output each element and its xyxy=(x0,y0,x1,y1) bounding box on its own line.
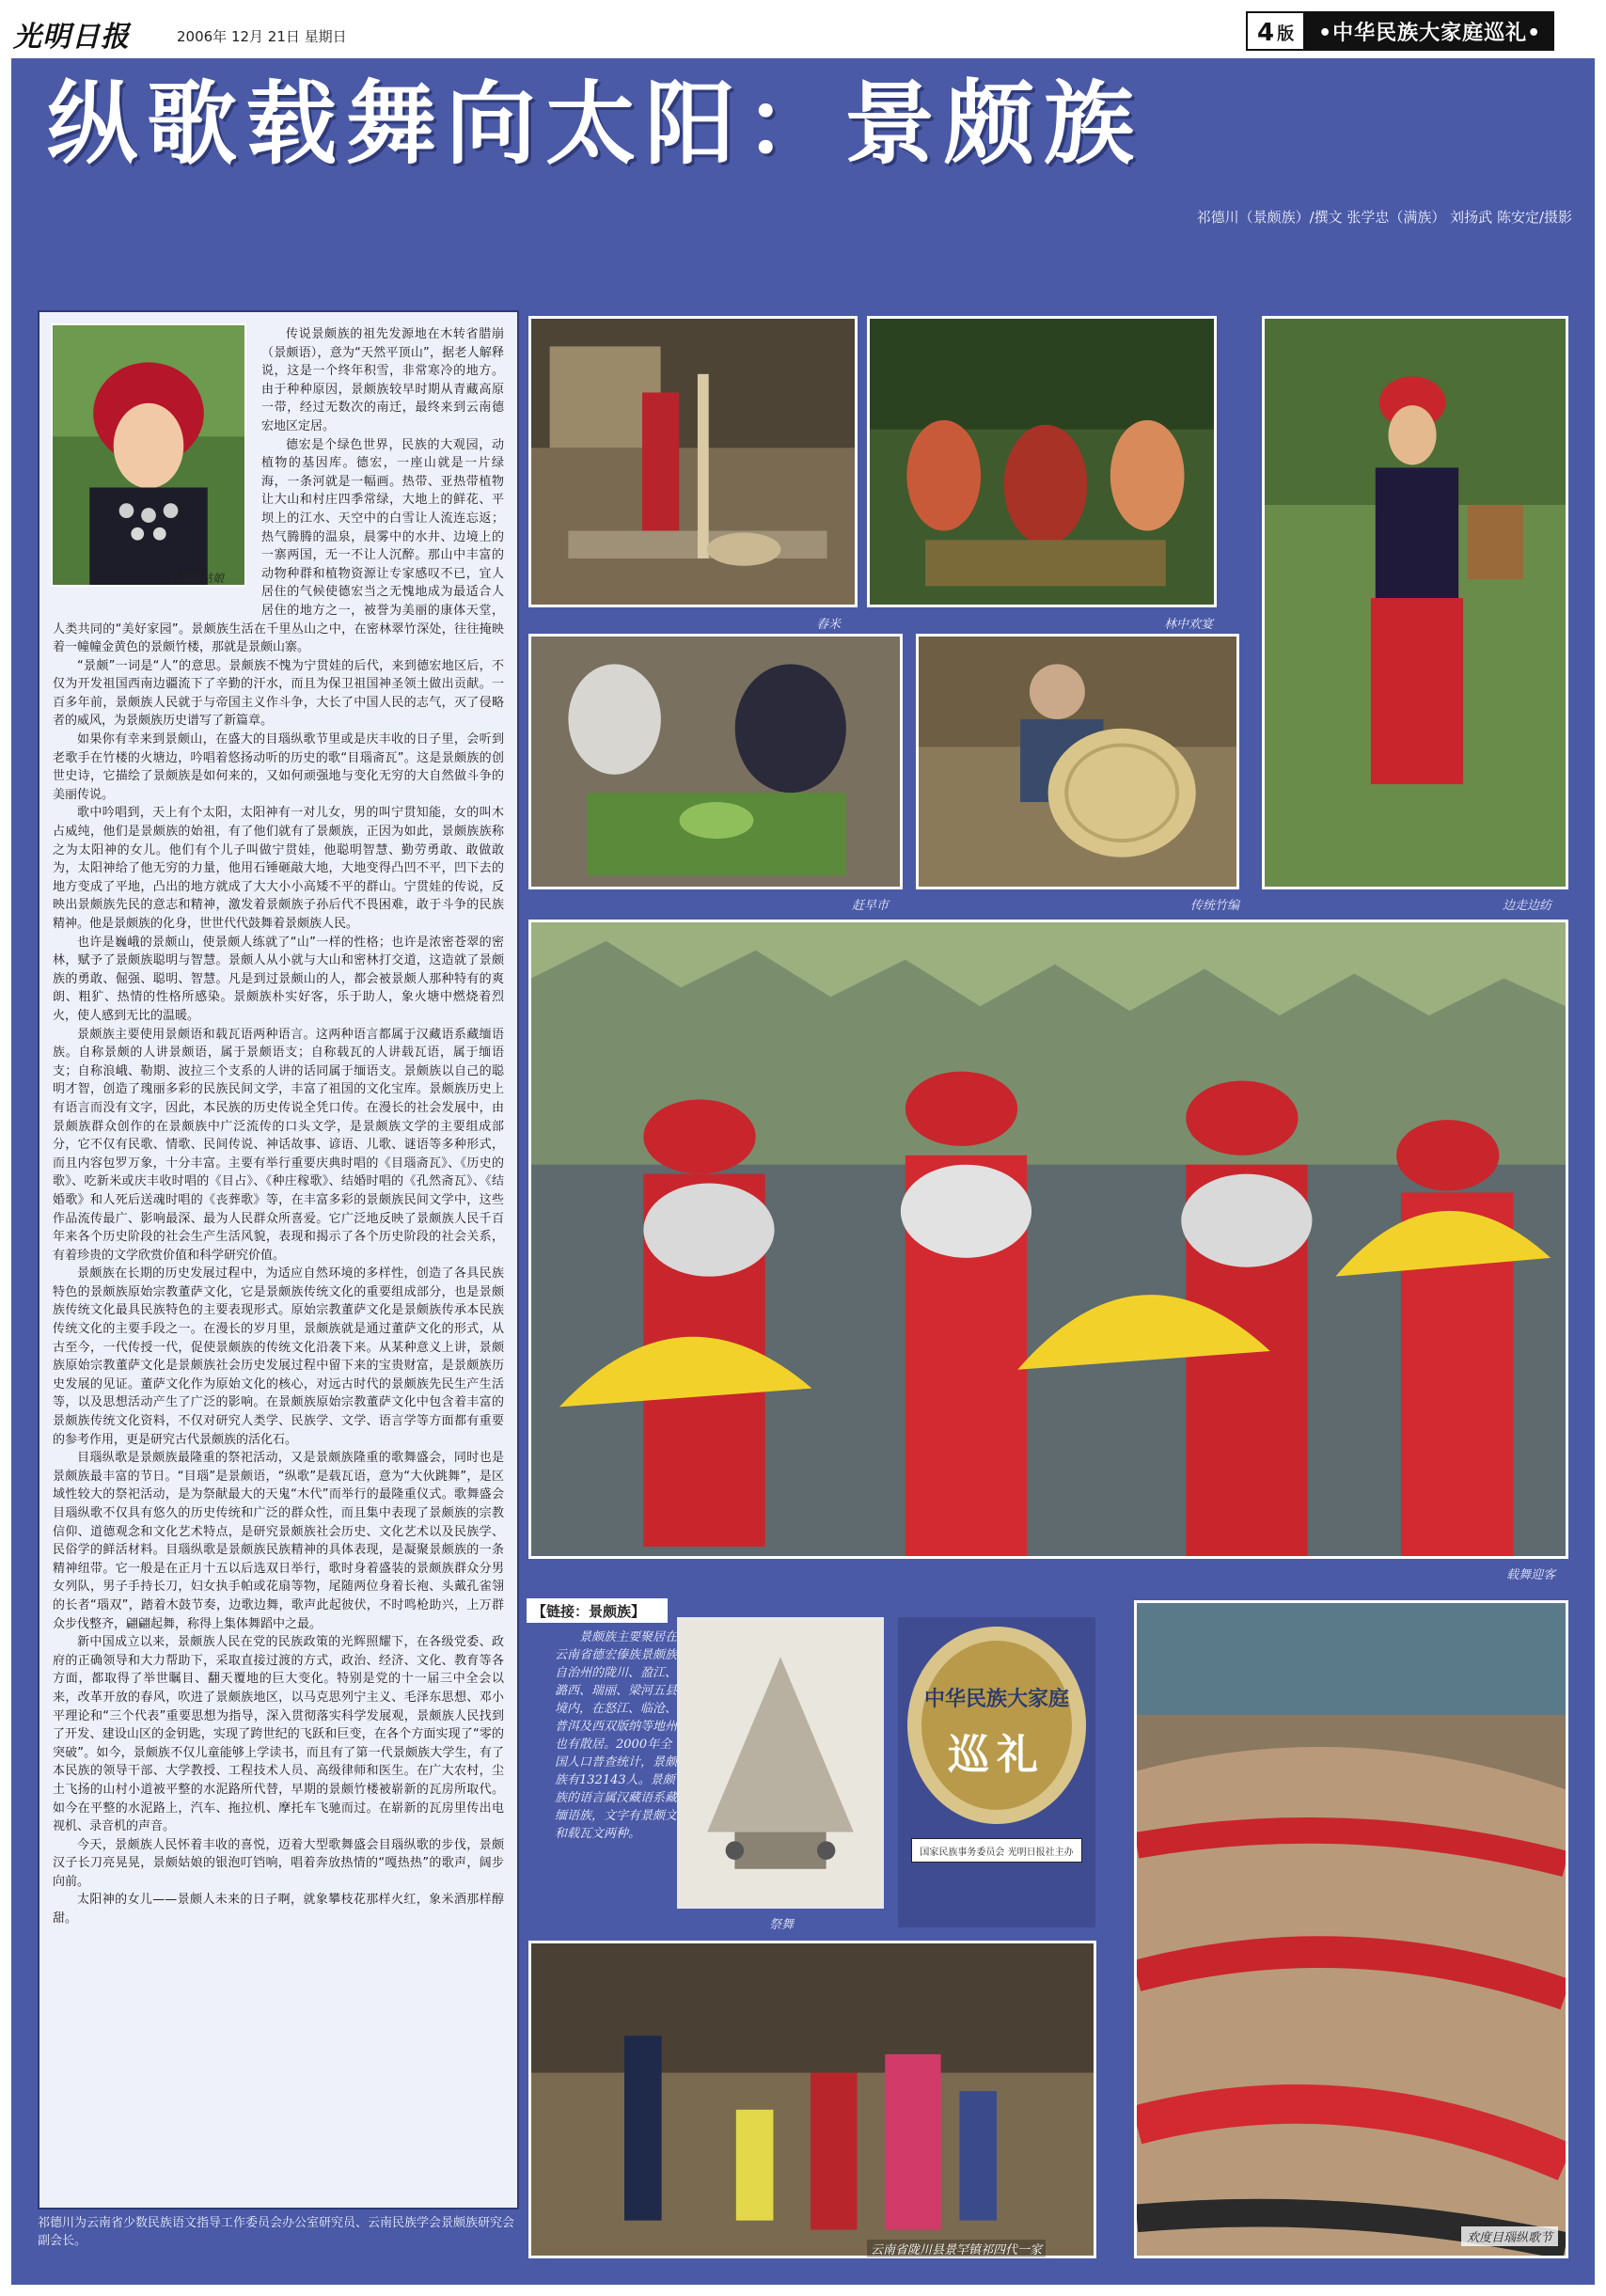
photo-market-image xyxy=(531,637,900,887)
logo-title: 中华民族大家庭 xyxy=(923,1688,1069,1711)
link-title: 【链接：景颇族】 xyxy=(527,1598,668,1623)
caption-ritual: 祭舞 xyxy=(769,1918,795,1932)
photo-basket-image xyxy=(919,637,1236,887)
article-paragraph: 新中国成立以来，景颇族人民在党的民族政策的光辉照耀下，在各级党委、政府的正确领导和大力帮助下，采取直接过渡的方式，政治、经济、文化、教育等各方面，都取得了举世瞩目、翻天覆地的巨大变化。特别是党的十一届三中全会以来，改革开放的春风，吹进了景颇族地区，以马克思列宁主义、毛泽东思想、邓小平理论和“三个代表”重要思想为指导，深入贯彻落实科学发展观，景颇族人民找到了开发、建设山区的金钥匙，实现了跨世纪的飞跃和巨变，在各个方面实现了“零的突破”。如今，景颇族不仅儿童能够上学读书，而且有了第一代景颇族大学生，有了本民族的领导干部、大学教授、工程技术人员、高级律师和医生。在广大农村，尘土飞扬的山村小道被平整的水泥路所代替，早期的景颇竹楼被崭新的瓦房所取代。如今在平整的水泥路上，汽车、拖拉机、摩托车飞驰而过。在崭新的瓦房里传出电视机、录音机的声音。 xyxy=(53,1635,504,1834)
photo-festival xyxy=(1134,1600,1568,2258)
article-paragraph: 歌中吟唱到，天上有个太阳，太阳神有一对儿女，男的叫宁贯知能，女的叫木占威纯，他们是景颇族的始祖，有了他们就有了景颇族，正因为如此，景颇族族称之为太阳神的女儿。他们有个儿子叫做宁贯娃，他聪明智慧、勤劳勇敢、敢做敢为，太阳神给了他无穷的力量，他用石锤砸敲大地，大地变得凸凹不平，凹下去的地方变成了平地，凸出的地方就成了大大小小高矮不平的群山。宁贯娃的传说，反映出景颇族先民的意志和精神，激发着景颇族子孙后代不畏困难，敢于斗争的民族精神。他是景颇族的化身，世世代代鼓舞着景颇族人民。 xyxy=(53,806,504,931)
photo-family xyxy=(528,1941,1096,2258)
caption-weaver: 边走边纺 xyxy=(1503,899,1552,913)
article-column xyxy=(38,310,519,2210)
photo-girl-image xyxy=(53,325,244,585)
top-bar xyxy=(0,0,1606,58)
logo-strip: 国家民族事务委员会 光明日报社主办 xyxy=(911,1838,1082,1863)
caption-forest: 林中欢宴 xyxy=(1164,618,1214,632)
page-number xyxy=(1246,11,1305,51)
article-paragraph: 今天，景颇族人民怀着丰收的喜悦，迈着大型歌舞盛会目瑙纵歌的步伐，景颇汉子长刀亮晃晃，景颇姑娘的银泡叮铛响，唱着奔放热情的“嘎热热”的歌声，阔步向前。 xyxy=(53,1837,504,1889)
caption-dance: 载舞迎客 xyxy=(1506,1568,1556,1582)
masthead: 光明日报 xyxy=(13,21,130,54)
article-paragraph: 目瑙纵歌是景颇族最隆重的祭祀活动，又是景颇族隆重的歌舞盛会，同时也是景颇族最丰富的节日。“目瑙”是景颇语，“纵歌”是载瓦语，意为“大伙跳舞”，是区域性较大的祭祀活动，是为祭献最大的天鬼“木代”而举行的最隆重仪式。歌舞盛会目瑙纵歌不仅具有悠久的历史传统和广泛的群众性，而且集中表现了景颇族的宗教信仰、道德观念和文化艺术特点，是研究景颇族社会历史、文化艺术以及民族学、民俗学的鲜活材料。目瑙纵歌是景颇族民族精神的具体表现，是凝聚景颇族的一条精神纽带。它一般是在正月十五以后选双日举行，歌时身着盛装的景颇族群众分男女列队，男子手持长刀，妇女执手帕或花扇等物，尾随两位身着长袍、头戴孔雀翎的长者“瑙双”，踏着木鼓节奏，边歌边舞，歌声此起彼伏，不时鸣枪助兴，上万群众步伐整齐，翩翩起舞，称得上集体舞蹈中之最。 xyxy=(53,1451,504,1631)
author-note: 祁德川为云南省少数民族语文指导工作委员会办公室研究员、云南民族学会景颇族研究会副会长。 xyxy=(38,2216,515,2248)
photo-forest xyxy=(867,316,1217,607)
article-paragraph: 也许是巍峨的景颇山，使景颇人练就了“山”一样的性格；也许是浓密苍翠的密林，赋予了景颇族聪明与智慧。景颇人从小就与大山和密林打交道，这造就了景颇族的勇敢、倔强、聪明、智慧。凡是到过景颇山的人，都会被景颇人那种特有的爽朗、粗犷、热情的性格所感染。景颇族朴实好客，乐于助人，象火塘中燃烧着烈火，使人感到无比的温暖。 xyxy=(53,935,504,1023)
column-logo xyxy=(898,1617,1095,1927)
photo-rice xyxy=(528,316,858,607)
article-paragraph: 太阳神的女儿——景颇人未来的日子啊，就象攀枝花那样火红，象米酒那样醇甜。 xyxy=(53,1893,504,1926)
photo-festival-image xyxy=(1137,1603,1566,2256)
article-paragraph: 景颇族主要使用景颇语和载瓦语两种语言。这两种语言都属于汉藏语系藏缅语族。自称景颇的人讲景颇语，属于景颇语支；自称载瓦的人讲载瓦语，属于缅语支；自称浪峨、勒期、波拉三个支系的人讲的话同属于缅语支。景颇族以自己的聪明才智，创造了瑰丽多彩的民族民间文学，丰富了祖国的文化宝库。景颇族历史上有语言而没有文字，因此，本民族的历史传说全凭口传。在漫长的社会发展中，由景颇族群众创作的在景颇族中广泛流传的口头文学，是景颇族文学的主要组成部分，它不仅有民歌、情歌、民间传说、神话故事、谚语、儿歌、谜语等多种形式，而且内容包罗万象，十分丰富。主要有举行重要庆典时唱的《目瑙斋瓦》、《历史的歌》、吃新米或庆丰收时唱的《目占》、《种庄稼歌》、结婚时唱的《孔然斋瓦》、《结婚歌》和人死后送魂时唱的《丧葬歌》等，在丰富多彩的景颇族民间文学中，这些作品流传最广、影响最深、最为人民群众所喜爱。它广泛地反映了景颇族人民千百年来各个历史阶段的社会生产生活风貌，表现和揭示了各个历史阶段的社会关系，有着珍贵的文学欣赏价值和科学研究价值。 xyxy=(53,1027,504,1263)
caption-family: 云南省陇川县景罕镇祁四代一家 xyxy=(867,2240,1046,2257)
photo-market xyxy=(528,634,903,889)
headline: 纵歌载舞向太阳：景颇族 xyxy=(47,71,1143,177)
page-number-suffix: 版 xyxy=(1277,24,1295,44)
photo-ritual xyxy=(677,1617,884,1909)
byline: 祁德川（景颇族）/撰文 张学忠（满族） 刘扬武 陈安定/摄影 xyxy=(1196,209,1572,226)
caption-girl: 景颇族姑娘 xyxy=(167,572,225,585)
photo-family-image xyxy=(531,1943,1094,2256)
caption-rice: 舂米 xyxy=(816,618,842,632)
article-paragraph: 德宏是个绿色世界，民族的大观园，动植物的基因库。德宏，一座山就是一片绿海，一条河就是一幅画。热带、亚热带植物让大山和村庄四季常绿，大地上的鲜花、平坝上的江水、天空中的白雪让人流连忘返；热气腾腾的温泉，晨雾中的水井、边境上的一寨两国，无一不让人沉醉。那山中丰富的动物种群和植物资源让专家感叹不已，宜人居住的气候使德宏当之无愧地成为最适合人居住的地方之一，被誉为美丽的康体天堂，人类共同的“美好家园”。景颇族生活在千里丛山之中，在密林翠竹深处，往往掩映着一幢幢金黄色的景颇竹楼，那就是景颇山寨。 xyxy=(53,437,504,655)
page-number-value: 4 xyxy=(1257,18,1275,47)
photo-rice-image xyxy=(531,319,855,605)
photo-ritual-image xyxy=(680,1620,881,1906)
photo-girl xyxy=(51,323,246,587)
edition-badge xyxy=(1246,11,1554,51)
photo-forest-image xyxy=(870,319,1214,605)
caption-market: 赶早市 xyxy=(852,899,890,913)
photo-basket xyxy=(916,634,1239,889)
photo-weaver xyxy=(1262,316,1568,889)
photo-dance-image xyxy=(531,922,1566,1556)
article-paragraph: “景颇”一词是“人”的意思。景颇族不愧为宁贯娃的后代，来到德宏地区后，不仅为开发祖国西南边疆流下了辛勤的汗水，而且为保卫祖国神圣领土做出贡献。一百多年前，景颇族人民就于与帝国主义作斗争，大长了中国人民的志气，灭了侵略者的威风，为景颇族历史谱写了新篇章。 xyxy=(53,658,504,729)
article-paragraph: 景颇族在长期的历史发展过程中，为适应自然环境的多样性，创造了各具民族特色的景颇族原始宗教董萨文化，它是景颇族传统文化的重要组成部分，也是景颇族传统文化最具民族特色的主要表现形式。原始宗教董萨文化是景颇族传承本民族传统文化的主要手段之一。在漫长的岁月里，景颇族就是通过董萨文化的形式，从古至今，一代传授一代，促使景颇族的传统文化沿袭下来。从某种意义上讲，景颇族原始宗教董萨文化是景颇族社会历史发展过程中留下来的宝贵财富，是景颇族历史发展的见证。董萨文化作为原始文化的核心，对远古时代的景颇族先民生产生活等，以及思想活动产生了广泛的影响。在景颇族原始宗教董萨文化中包含着丰富的景颇族传统文化资料，不仅对研究人类学、民族学、文学、语言学等方面都有重要的参考作用，更是研究古代景颇族的活化石。 xyxy=(53,1266,504,1447)
caption-festival: 欢度目瑙纵歌节 xyxy=(1461,2226,1558,2246)
article-paragraph: 如果你有幸来到景颇山，在盛大的目瑙纵歌节里或是庆丰收的日子里，会听到老歌手在竹楼的火塘边，吟唱着悠扬动听的历史的歌“目瑙斋瓦”。这是景颇族的创世史诗，它描绘了景颇族是如何来的，又如何顽强地与变化无穷的大自然做斗争的美丽传说。 xyxy=(53,732,504,802)
photo-weaver-image xyxy=(1265,319,1566,887)
photo-dance xyxy=(528,920,1568,1559)
column-title: •中华民族大家庭巡礼• xyxy=(1305,11,1554,51)
logo-big: 巡礼 xyxy=(948,1731,1046,1779)
article-paragraph: 传说景颇族的祖先发源地在木转省腊崩（景颇语），意为“天然平顶山”，据老人解释说，这是一个终年积雪，非常寒冷的地方。由于种种原因，景颇族较早时期从青藏高原一带，经过无数次的南迁，最终来到云南德宏地区定居。 xyxy=(261,327,504,433)
link-text: 景颇族主要聚居在云南省德宏傣族景颇族自治州的陇川、盈江、潞西、瑞丽、梁河五县境内，在怒江、临沧、普洱及西双版纳等地州也有散居。2000年全国人口普查统计，景颇族有132143人。景颇族的语言属汉藏语系藏缅语族，文字有景颇文和载瓦文两种。 xyxy=(555,1630,678,1841)
dateline: 2006年 12月 21日 星期日 xyxy=(177,28,347,45)
caption-basket: 传统竹编 xyxy=(1190,899,1240,913)
